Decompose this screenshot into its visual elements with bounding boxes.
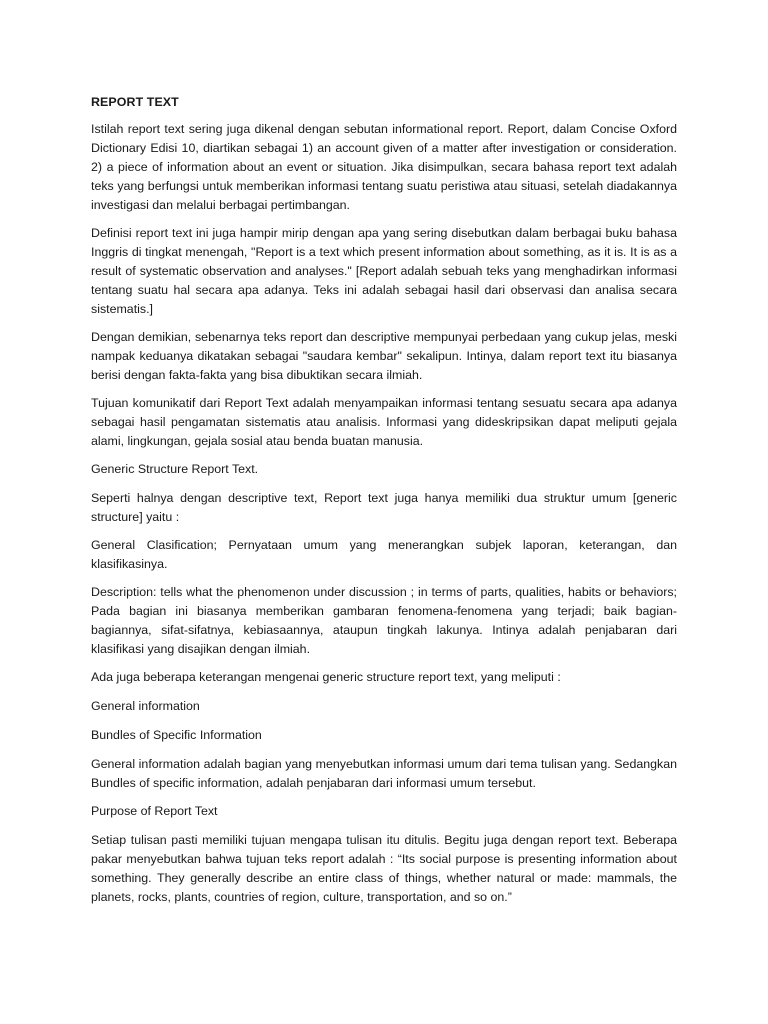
- paragraph-description: Description: tells what the phenomenon under discussion ; in terms of parts, qualities, habits or behaviors; Pada bagian ini biasanya memberikan gambaran fenomena-fenomena yang terjadi; baik bagian-bagiannya, sifat-sifatnya, kebiasaannya, ataupun tingkah lakunya. Intinya adalah penjabaran dari klasifikasi yang disajikan dengan ilmiah.: [91, 585, 677, 656]
- paragraph-communicative-purpose: Tujuan komunikatif dari Report Text adalah menyampaikan informasi tentang sesuatu secara apa adanya sebagai hasil pengamatan sistematis atau analisis. Informasi yang dideskripsikan dapat meliputi gejala alami, lingkungan, gejala sosial atau benda buatan manusia.: [91, 396, 677, 448]
- paragraph-general-information: General information adalah bagian yang menyebutkan informasi umum dari tema tulisan yang. Sedangkan Bundles of specific information, adalah penjabaran dari informasi umum tersebut.: [91, 757, 677, 790]
- heading-generic-structure: Generic Structure Report Text.: [91, 462, 259, 476]
- paragraph-other-notes: Ada juga beberapa keterangan mengenai generic structure report text, yang meliputi :: [91, 670, 561, 684]
- paragraph-purpose: Setiap tulisan pasti memiliki tujuan mengapa tulisan itu ditulis. Begitu juga dengan report text. Beberapa pakar menyebutkan bahwa tujuan teks report adalah : “Its social purpose is presenting information about something. They generally describe an entire class of things, whether natural or made: mammals, the planets, rocks, plants, countries of region, culture, transportation, and so on.”: [91, 833, 677, 904]
- heading-bundles-specific: Bundles of Specific Information: [91, 728, 262, 742]
- paragraph-definition: Istilah report text sering juga dikenal dengan sebutan informational report. Report, dalam Concise Oxford Dictionary Edisi 10, diartikan sebagai 1) an account given of a matter after investigation or consideration. 2) a piece of information about an event or situation. Jika disimpulkan, secara bahasa report text adalah teks yang berfungsi untuk memberikan informasi tentang suatu peristiwa atau situasi, setelah diadakannya investigasi dan melalui berbagai pertimbangan.: [91, 122, 677, 212]
- heading-purpose: Purpose of Report Text: [91, 804, 218, 818]
- paragraph-definition-english: Definisi report text ini juga hampir mirip dengan apa yang sering disebutkan dalam berbagai buku bahasa Inggris di tingkat menengah, "Report is a text which present information about something, as it is. It is as a result of systematic observation and analyses." [Report adalah sebuah teks yang menghadirkan informasi tentang suatu hal secara apa adanya. Teks ini adalah sebagai hasil dari observasi dan analisa secara sistematis.]: [91, 226, 677, 316]
- document-title: REPORT TEXT: [91, 95, 179, 109]
- heading-general-information: General information: [91, 699, 200, 713]
- paragraph-structure-intro: Seperti halnya dengan descriptive text, Report text juga hanya memiliki dua struktur umum [generic structure] yaitu :: [91, 491, 677, 524]
- paragraph-general-classification: General Clasification; Pernyataan umum yang menerangkan subjek laporan, keterangan, dan klasifikasinya.: [91, 538, 677, 571]
- paragraph-difference: Dengan demikian, sebenarnya teks report dan descriptive mempunyai perbedaan yang cukup jelas, meski nampak keduanya dikatakan sebagai "saudara kembar" sekalipun. Intinya, dalam report text itu biasanya berisi dengan fakta-fakta yang bisa dibuktikan secara ilmiah.: [91, 330, 677, 382]
